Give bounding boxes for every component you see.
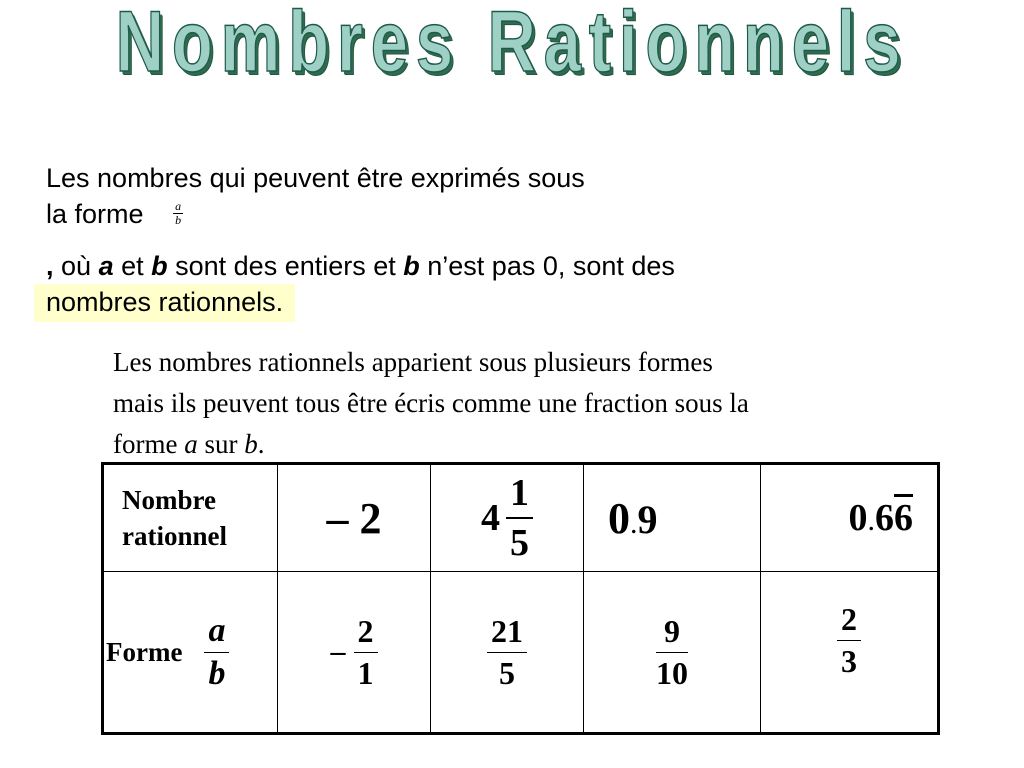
mixed-numerator: 1 <box>506 471 533 519</box>
cell-fraction-2-over-3 <box>761 572 939 734</box>
definition-ou: où <box>53 251 99 281</box>
definition-line-3 <box>46 248 866 284</box>
highlighted-term: nombres rationnels. <box>34 284 295 322</box>
repeating-digit: 6 <box>875 497 894 539</box>
fraction-4 <box>837 601 861 680</box>
cell-fraction-9-over-10 <box>584 572 761 734</box>
repeating-int-part: 0 <box>848 497 868 539</box>
fraction-2-denominator: 5 <box>499 654 515 691</box>
explanation-dot: . <box>257 429 265 459</box>
inline-fraction-numerator: a <box>175 199 182 214</box>
definition-line-1: Les nombres qui peuvent être exprimés sous <box>46 163 585 193</box>
definition-et: et <box>113 251 152 281</box>
explanation-paragraph <box>113 342 933 465</box>
mixed-whole: 4 <box>481 497 500 539</box>
explanation-line-1: Les nombres rationnels apparient sous plusieurs formes <box>113 347 713 377</box>
definition-la-forme: la forme <box>46 199 144 229</box>
cell-mixed-number <box>431 464 584 572</box>
fraction-4-numerator: 2 <box>837 601 861 641</box>
row-label-nombre-rationnel <box>103 464 278 572</box>
repeating-point: . <box>867 504 875 537</box>
rational-numbers-table <box>101 462 940 735</box>
fraction-2-numerator: 21 <box>487 613 527 653</box>
fraction-2 <box>487 613 527 692</box>
definition-var-b: b <box>151 251 168 281</box>
explanation-line-3 <box>113 424 933 465</box>
decimal-point: . <box>630 506 638 540</box>
definition-line-4 <box>46 284 866 322</box>
fraction-1 <box>354 613 378 692</box>
cell-decimal-0-9 <box>584 464 761 572</box>
definition-line-2 <box>46 196 866 232</box>
inline-fraction-a-over-b <box>173 200 183 227</box>
forme-denominator: b <box>208 654 226 692</box>
definition-text <box>46 160 866 322</box>
row-label-forme <box>103 572 278 734</box>
explanation-var-b: b <box>244 429 258 459</box>
repeating-overlined-digit: 6 <box>894 497 913 539</box>
forme-fraction-a-over-b <box>204 612 229 693</box>
value-negative-two: – 2 <box>326 493 382 543</box>
fraction-3-numerator: 9 <box>656 613 688 653</box>
inline-fraction-denominator: b <box>175 213 182 228</box>
table-row-fraction-form <box>103 572 939 734</box>
fraction-3-denominator: 10 <box>656 654 688 691</box>
page-title: Nombres Rationnels <box>115 0 909 90</box>
explanation-sur: sur <box>197 429 245 459</box>
table-row-rational-numbers <box>103 464 939 572</box>
definition-end: n’est pas 0, sont des <box>419 251 675 281</box>
decimal-int-part: 0 <box>608 493 630 543</box>
explanation-line-2: mais ils peuvent tous être écris comme une fraction sous la <box>113 388 749 418</box>
definition-comma: , <box>46 251 54 281</box>
explanation-var-a: a <box>184 429 198 459</box>
fraction-4-denominator: 3 <box>841 642 857 679</box>
fraction-1-denominator: 1 <box>357 654 374 691</box>
cell-fraction-neg-2-over-1 <box>278 572 431 734</box>
decimal-frac-part: 9 <box>637 496 658 542</box>
fraction-1-sign: – <box>330 635 346 668</box>
row-label-line-2: rationnel <box>122 521 227 551</box>
cell-negative-two <box>278 464 431 572</box>
forme-numerator: a <box>204 612 229 653</box>
fraction-1-numerator: 2 <box>354 613 378 653</box>
definition-middle: sont des entiers et <box>167 251 404 281</box>
cell-fraction-21-over-5 <box>431 572 584 734</box>
cell-repeating-decimal <box>761 464 939 572</box>
fraction-3 <box>656 613 688 692</box>
mixed-fraction <box>506 471 533 565</box>
definition-var-a: a <box>98 251 114 281</box>
mixed-denominator: 5 <box>510 522 529 564</box>
row-label-line-1: Nombre <box>122 485 216 515</box>
forme-label: Forme <box>106 636 183 667</box>
explanation-forme: forme <box>113 429 185 459</box>
definition-var-b-2: b <box>403 251 420 281</box>
